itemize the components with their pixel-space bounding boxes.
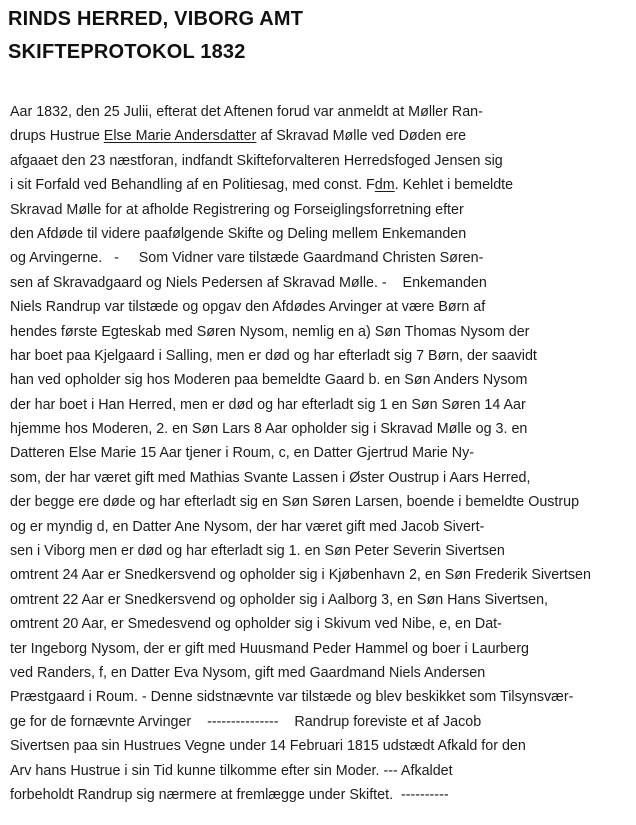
underlined-abbreviation: dm: [374, 177, 395, 194]
page-title: RINDS HERRED, VIBORG AMT: [8, 8, 304, 30]
text-segment: Niels Randrup var tilstæde og opgav den Afdødes Arvinger at være Børn af: [10, 299, 486, 316]
text-segment: Skravad Mølle for at afholde Registrering og Forseiglingsforretning efter: [10, 201, 464, 218]
text-segment: sen i Viborg men er død og har efterladt sig 1. en Søn Peter Severin Sivertsen: [10, 543, 505, 560]
text-segment: hjemme hos Moderen, 2. en Søn Lars 8 Aar opholder sig i Skravad Mølle og 3. en: [10, 421, 528, 438]
text-segment: der begge ere døde og har efterladt sig en Søn Søren Larsen, boende i bemeldte Oustrup: [10, 494, 580, 511]
text-segment: og Arvingerne. - Som Vidner vare tilstæde Gaardmand Christen Søren-: [10, 250, 484, 267]
text-segment: ter Ingeborg Nysom, der er gift med Huusmand Peder Hammel og boer i Laurberg: [10, 640, 529, 657]
text-line: [10, 637, 634, 661]
text-line: [10, 490, 634, 514]
text-line: [10, 441, 634, 465]
text-line: [10, 344, 634, 368]
page-subtitle: SKIFTEPROTOKOL 1832: [8, 41, 246, 63]
underlined-name: Else Marie Andersdatter: [103, 128, 257, 145]
text-segment: forbeholdt Randrup sig nærmere at fremlægge under Skiftet. ----------: [10, 786, 449, 803]
text-segment: Sivertsen paa sin Hustrues Vegne under 14 Februari 1815 udstædt Afkald for den: [10, 738, 526, 755]
text-segment: hendes første Egteskab med Søren Nysom, nemlig en a) Søn Thomas Nysom der: [10, 323, 530, 340]
text-line: [10, 124, 634, 148]
text-segment: . Kehlet i bemeldte: [394, 177, 514, 194]
text-line: [10, 563, 634, 587]
text-line: [10, 759, 634, 783]
text-line: [10, 734, 634, 758]
text-segment: omtrent 22 Aar er Snedkersvend og opholder sig i Aalborg 3, en Søn Hans Sivertsen,: [10, 591, 549, 608]
text-line: [10, 246, 634, 270]
text-segment: omtrent 24 Aar er Snedkersvend og opholder sig i Kjøbenhavn 2, en Søn Frederik Sivertsen: [10, 567, 591, 584]
text-line: [10, 100, 634, 124]
text-segment: som, der har været gift med Mathias Svante Lassen i Øster Oustrup i Aars Herred,: [10, 469, 531, 486]
text-segment: ved Randers, f, en Datter Eva Nysom, gift med Gaardmand Niels Andersen: [10, 664, 486, 681]
text-line: [10, 393, 634, 417]
text-line: [10, 685, 634, 709]
text-segment: afgaaet den 23 næstforan, indfandt Skifteforvalteren Herredsfoged Jensen sig: [10, 152, 503, 169]
text-line: [10, 588, 634, 612]
text-segment: i sit Forfald ved Behandling af en Politiesag, med const. F: [10, 177, 375, 194]
text-line: [10, 149, 634, 173]
text-line: [10, 539, 634, 563]
text-line: [10, 295, 634, 319]
text-line: [10, 661, 634, 685]
text-line: [10, 466, 634, 490]
text-line: [10, 710, 634, 734]
text-segment: sen af Skravadgaard og Niels Pedersen af Skravad Mølle. - Enkemanden: [10, 274, 487, 291]
text-line: [10, 271, 634, 295]
text-segment: Arv hans Hustrue i sin Tid kunne tilkomme efter sin Moder. --- Afkaldet: [10, 762, 453, 779]
text-segment: af Skravad Mølle ved Døden ere: [256, 128, 467, 145]
text-segment: ge for de fornævnte Arvinger --------------- Randrup foreviste et af Jacob: [10, 713, 482, 730]
text-line: [10, 783, 634, 807]
document-body: [10, 100, 634, 807]
text-line: [10, 417, 634, 441]
text-segment: der har boet i Han Herred, men er død og har efterladt sig 1 en Søn Søren 14 Aar: [10, 396, 526, 413]
text-segment: Præstgaard i Roum. - Denne sidstnævnte var tilstæde og blev beskikket som Tilsynsvær-: [10, 689, 574, 706]
text-line: [10, 515, 634, 539]
text-segment: drups Hustrue: [10, 128, 104, 145]
text-line: [10, 198, 634, 222]
text-line: [10, 612, 634, 636]
text-segment: og er myndig d, en Datter Ane Nysom, der har været gift med Jacob Sivert-: [10, 518, 485, 535]
text-line: [10, 368, 634, 392]
text-segment: har boet paa Kjelgaard i Salling, men er død og har efterladt sig 7 Børn, der saavidt: [10, 347, 537, 364]
text-segment: den Afdøde til videre paafølgende Skifte og Deling mellem Enkemanden: [10, 225, 467, 242]
text-segment: han ved opholder sig hos Moderen paa bemeldte Gaard b. en Søn Anders Nysom: [10, 372, 528, 389]
text-line: [10, 173, 634, 197]
text-line: [10, 222, 634, 246]
text-line: [10, 320, 634, 344]
text-segment: Aar 1832, den 25 Julii, efterat det Aftenen forud var anmeldt at Møller Ran-: [10, 104, 483, 120]
text-segment: omtrent 20 Aar, er Smedesvend og opholder sig i Skivum ved Nibe, e, en Dat-: [10, 616, 502, 633]
text-segment: Datteren Else Marie 15 Aar tjener i Roum, c, en Datter Gjertrud Marie Ny-: [10, 445, 475, 462]
